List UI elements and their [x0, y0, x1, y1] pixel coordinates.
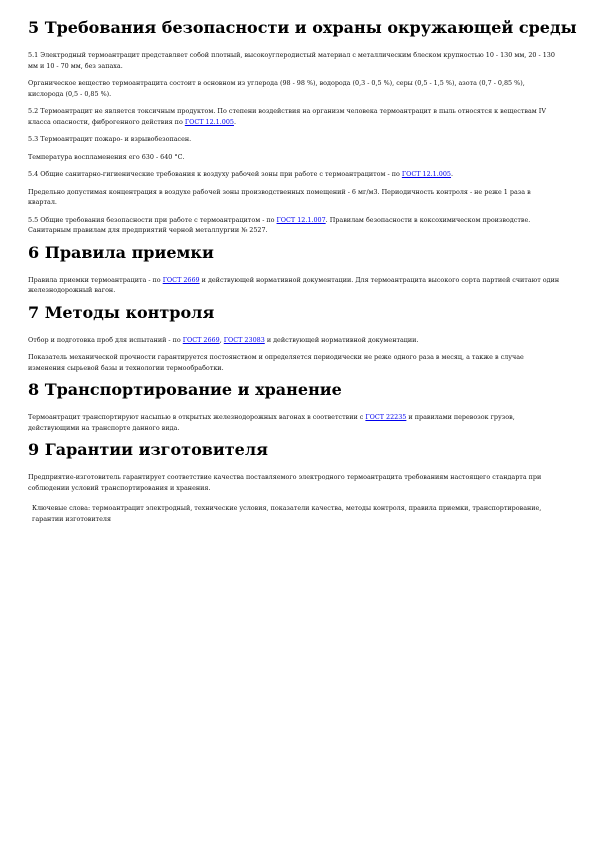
- keywords: Ключевые слова: термоантрацит электродный, технические условия, показатели качества, методы контроля, правила приемки, транспортирование, гарантии изготовителя: [32, 504, 542, 523]
- paragraph-text: 5.4 Общие санитарно-гигиенические требования к воздуху рабочей зоны при работе с термоантрацитом - по: [28, 170, 400, 178]
- gost-link[interactable]: ГОСТ 12.1.005: [401, 170, 451, 178]
- paragraph-7-sampling: [28, 335, 560, 346]
- gost-link[interactable]: ГОСТ 12.1.005: [184, 117, 234, 126]
- section-8-heading: 8 Транспортирование и хранение: [28, 380, 342, 399]
- paragraph-8: [28, 412, 560, 433]
- paragraph-text: и правилами перевозок грузов, действующими на транспорте данного вида.: [28, 413, 515, 432]
- section-7-heading: 7 Методы контроля: [28, 302, 215, 322]
- paragraph-5-2: [28, 106, 560, 127]
- paragraph-text: и действующей нормативной документации.: [266, 335, 419, 344]
- paragraph-5-5: [28, 215, 560, 236]
- gost-link[interactable]: ГОСТ 12.1.007: [276, 215, 326, 224]
- paragraph-5-4: [28, 169, 560, 180]
- paragraph-text: Правила приемки термоантрацита - по: [28, 275, 161, 284]
- section-9-heading: 9 Гарантии изготовителя: [28, 440, 268, 459]
- paragraph-5-1: 5.1 Электродный термоантрацит представляет собой плотный, высокоуглеродистый материал с металлическим блеском крупностью 10 - 130 мм, 20 - 130 мм и 10 - 70 мм, без запаха.: [28, 51, 555, 70]
- paragraph-9: Предприятие-изготовитель гарантирует соответствие качества поставляемого электродного термоантрацита требованиям настоящего стандарта при соблюдении условий транспортирования и хранения.: [28, 473, 542, 492]
- paragraph-text: .: [233, 117, 237, 126]
- paragraph-5-1-composition: Органическое вещество термоантрацита состоит в основном из углерода (98 - 98 %), водорода (0,3 - 0,5 %), серы (0,5 - 1,5 %), азота (0,7 - 0,85 %), кислорода (0,5 - 0,85 %).: [28, 79, 525, 98]
- paragraph-text: . Правилам безопасности в коксохимическом производстве. Санитарным правилам для предприятий черной металлургии № 2527.: [28, 215, 531, 234]
- gost-link[interactable]: ГОСТ 2669: [182, 335, 220, 344]
- paragraph-5-3: 5.3 Термоантрацит пожаро- и взрывобезопасен.: [28, 135, 192, 143]
- paragraph-text: Отбор и подготовка проб для испытаний - по: [28, 335, 181, 344]
- document-page: [28, 18, 577, 531]
- gost-link[interactable]: ГОСТ 23083: [223, 335, 265, 344]
- paragraph-text: 5.2 Термоантрацит не является токсичным продуктом. По степени воздействия на организм человека термоантрацит в пыль относятся к веществам IV класса опасности, фиброгенного действия по: [28, 107, 546, 126]
- paragraph-ignition-temp: Температура воспламенения его 630 - 640 °С.: [28, 152, 185, 161]
- paragraph-text: Термоантрацит транспортируют насыпью в открытых железнодорожных вагонах в соответствии с: [28, 413, 364, 421]
- gost-link[interactable]: ГОСТ 22235: [365, 413, 407, 421]
- section-6-heading: 6 Правила приемки: [28, 242, 214, 262]
- section-5-heading: 5 Требования безопасности и охраны окружающей среды: [28, 18, 577, 37]
- paragraph-max-concentration: Предельно допустимая концентрация в воздухе рабочей зоны производственных помещений - 6 мг/м3. Периодичность контроля - не реже 1 раза в квартал.: [28, 187, 531, 206]
- paragraph-text: 5.5 Общие требования безопасности при работе с термоантрацитом - по: [28, 215, 275, 224]
- gost-link[interactable]: ГОСТ 2669: [162, 275, 200, 284]
- separator: ,: [219, 335, 222, 344]
- paragraph-6: [28, 275, 560, 296]
- paragraph-text: и действующей нормативной документации. Для термоантрацита высокого сорта партией считают один железнодорожный вагон.: [28, 275, 560, 294]
- paragraph-text: .: [450, 170, 454, 178]
- paragraph-7-strength: Показатель механической прочности гарантируется постоянством и определяется периодически не реже одного раза в месяц, а также в случае изменения сырьевой базы и технологии термообработки.: [28, 353, 524, 372]
